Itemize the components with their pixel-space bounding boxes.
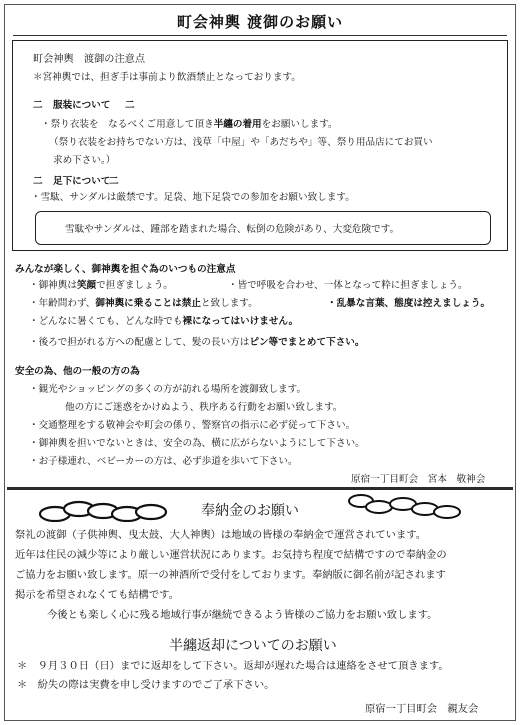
section-divider — [7, 487, 513, 490]
safety-item-1: ・観光やショッピングの多くの方が訪れる場所を渡御致します。 — [29, 384, 307, 395]
bracket-left-2: 二 — [33, 176, 43, 187]
safety-signature: 原宿一丁目町会 宮本 敬神会 — [351, 474, 486, 485]
return-heading: 半纏返却についてのお願い — [169, 638, 337, 654]
decorative-ovals-right — [345, 493, 465, 521]
donation-heading: 奉納金のお願い — [201, 503, 299, 519]
clothing-line-1: ・祭り衣装を なるべくご用意して頂き半纏の着用をお願いします。 — [41, 119, 338, 130]
bracket-right-2: 二 — [109, 176, 119, 187]
clothing-line-2: （祭り衣装をお持ちでない方は、浅草「中屋」や「あだちや」等、祭り用品店にてお買い — [49, 137, 433, 148]
donation-line-1: 祭礼の渡御（子供神輿、曳太鼓、大人神輿）は地域の皆様の奉納金で運営されています。 — [15, 529, 427, 541]
footwear-line: ・雪駄、サンダルは厳禁です。足袋、地下足袋での参加をお願い致します。 — [31, 192, 355, 203]
donation-line-5: 今後とも楽しく心に残る地域行事が継続できるよう皆様のご協力をお願い致します。 — [47, 609, 438, 621]
flyer-page — [4, 4, 516, 721]
warning-text: 雪駄やサンダルは、踵部を踏まれた場合、転倒の危険があり、大変危険です。 — [65, 224, 400, 235]
rule-no-naked: ・どんなに暑くても、どんな時でも裸になってはいけません。 — [29, 316, 299, 327]
donation-line-3: ご協力をお願い致します。原一の神酒所で受付をしております。奉納版に御名前が記されます — [15, 569, 446, 581]
donation-line-2: 近年は住民の減少等により厳しい運営状況にあります。お気持ち程度で結構ですので奉納金の — [15, 549, 447, 561]
return-signature: 原宿一丁目町会 親友会 — [365, 703, 479, 715]
notes-heading: 町会神輿 渡御の注意点 — [33, 54, 146, 65]
safety-item-5: ・お子様連れ、ベビーカーの方は、必ず歩道を歩いて下さい。 — [29, 456, 298, 467]
clothing-heading: 服装について — [53, 100, 111, 111]
bracket-left-1: 二 — [33, 100, 43, 111]
safety-heading: 安全の為、他の一般の方の為 — [15, 366, 140, 377]
donation-line-4: 掲示を希望されなくても結構です。 — [15, 589, 179, 601]
title-underline — [13, 35, 507, 36]
safety-item-3: ・交通整理をする敬神会や町会の係り、警察官の指示に必ず従って下さい。 — [29, 420, 356, 431]
page-title: 町会神輿 渡御のお願い — [176, 13, 344, 31]
rule-no-violence: ・乱暴な言葉、態度は控えましょう。 — [327, 298, 491, 309]
rule-breathing: ・皆で呼吸を合わせ、一体となって粋に担ぎましょう。 — [228, 280, 468, 291]
rule-smile: ・御神輿は笑顔で担ぎましょう。 — [29, 280, 173, 291]
rule-hair: ・後ろで担がれる方への配慮として、髪の長い方はピン等でまとめて下さい。 — [29, 337, 365, 348]
clothing-line-3: 求め下さい。） — [53, 155, 116, 166]
decorative-ovals-left — [35, 496, 171, 522]
rule-no-riding: ・年齢問わず、御神輿に乗ることは禁止と致します。 — [29, 298, 258, 309]
return-item-2: ＊ 紛失の際は実費を申し受けますのでご了承下さい。 — [17, 679, 275, 691]
safety-item-4: ・御神輿を担いでないときは、安全の為、横に広がらないようにして下さい。 — [29, 438, 365, 449]
safety-item-2: 他の方にご迷惑をかけぬよう、秩序ある行動をお願い致します。 — [65, 402, 343, 413]
rules-heading: みんなが楽しく、御神輿を担ぐ為のいつもの注意点 — [15, 264, 236, 275]
footwear-heading: 足下について — [53, 176, 111, 187]
return-item-1: ＊ ９月３０日（日）までに返却をして下さい。返却が遅れた場合は連絡をさせて頂きます。 — [17, 660, 449, 672]
drinking-rule: ＊宮神輿では、担ぎ手は事前より飲酒禁止となっております。 — [33, 72, 301, 83]
bracket-right-1: 二 — [125, 100, 135, 111]
